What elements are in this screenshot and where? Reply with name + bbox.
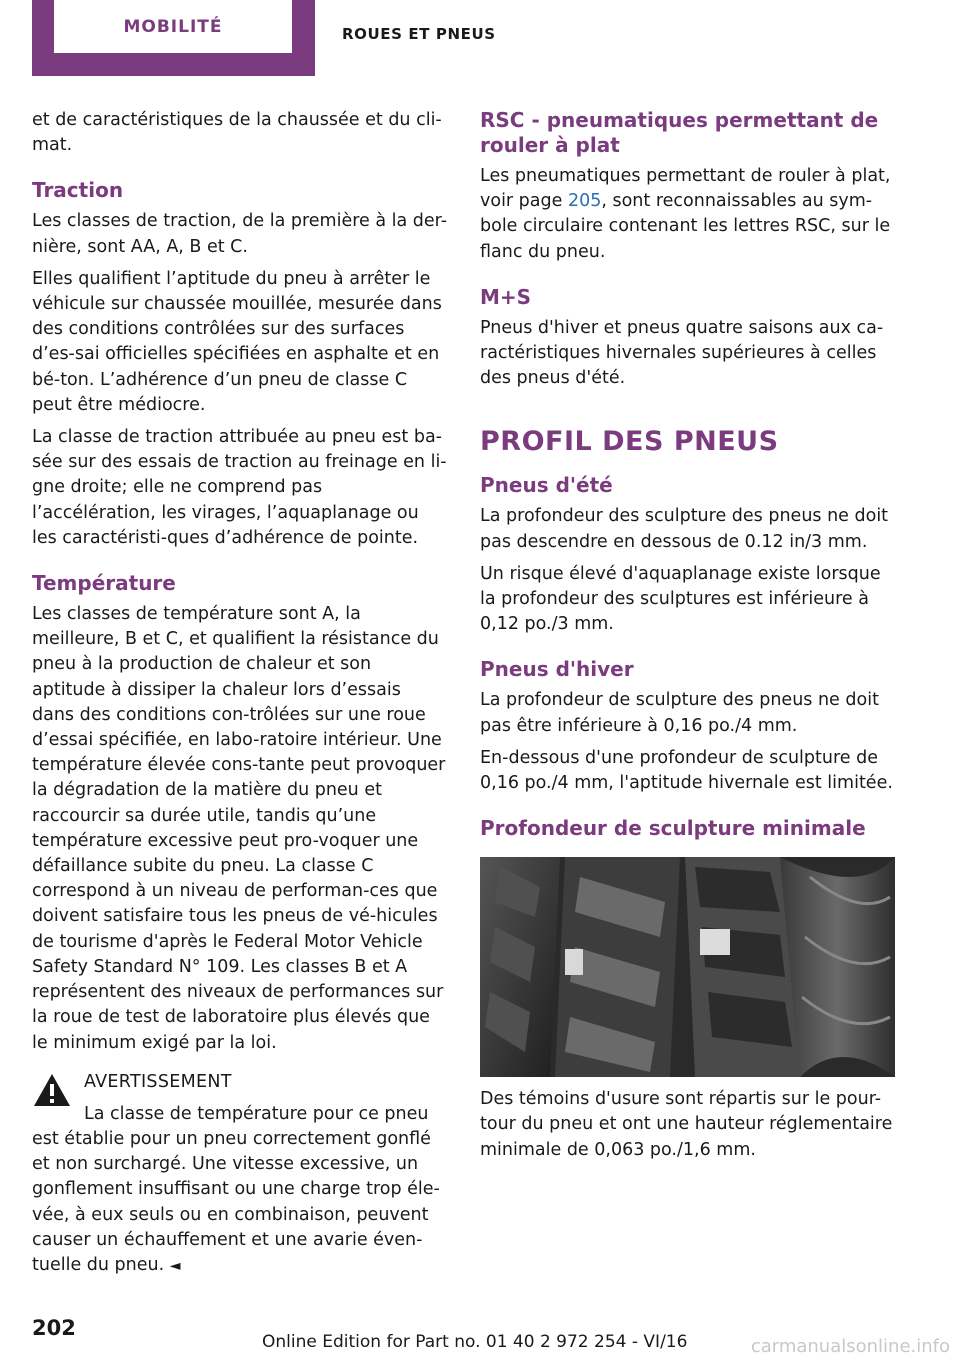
- temperature-heading: Température: [32, 571, 176, 596]
- min-depth-paragraph: Des témoins d'usure sont répartis sur le pour-tour du pneu et ont une hauteur réglementaire minimale de 0,063 po./1,6 mm.: [480, 1089, 893, 1160]
- warning-block: [32, 1070, 448, 1279]
- winter-paragraph-1: La profondeur de sculpture des pneus ne doit pas être inférieure à 0,16 po./4 mm.: [480, 690, 879, 736]
- profil-heading: PROFIL DES PNEUS: [480, 426, 779, 458]
- winter-tires-heading: Pneus d'hiver: [480, 657, 634, 682]
- chapter-label: MOBILITÉ: [123, 16, 223, 37]
- rsc-heading: RSC - pneumatiques permettant de rouler à plat: [480, 108, 879, 157]
- summer-paragraph-1: La profondeur des sculpture des pneus ne doit pas descendre en dessous de 0.12 in/3 mm.: [480, 506, 889, 552]
- summer-tires-heading: Pneus d'été: [480, 473, 613, 498]
- tire-tread-image: [480, 857, 895, 1077]
- watermark-text: carmanualsonline.info: [750, 1336, 950, 1357]
- min-depth-heading: Profondeur de sculpture minimale: [480, 816, 866, 841]
- tire-tread-illustration: [480, 857, 895, 1077]
- warning-body: La classe de température pour ce pneu est établie pour un pneu correctement gonflé et non surchargé. Une vitesse excessive, un gonflement insuffisant ou une charge trop éle-vée, à eux seuls ou en combinaison, peuvent causer un échauffement et une avarie éven-tuelle du pneu.: [32, 1103, 440, 1275]
- summer-paragraph-2: Un risque élevé d'aquaplanage existe lorsque la profondeur des sculptures est inférieure à 0,12 po./3 mm.: [480, 563, 881, 635]
- edition-info: Online Edition for Part no. 01 40 2 972 254 - VI/16: [262, 1332, 688, 1352]
- winter-paragraph-2: En-dessous d'une profondeur de sculpture de 0,16 po./4 mm, l'aptitude hivernale est limitée.: [480, 747, 893, 794]
- page-link[interactable]: 205: [567, 191, 602, 212]
- chapter-tab-inner: [54, 0, 292, 53]
- right-column: [480, 108, 900, 1170]
- wear-indicator-right: [700, 929, 730, 955]
- page-number: 202: [32, 1316, 76, 1340]
- ms-paragraph: Pneus d'hiver et pneus quatre saisons aux ca-ractéristiques hivernales supérieures à celles des pneus d'été.: [480, 317, 884, 389]
- traction-heading: Traction: [32, 178, 124, 203]
- rsc-paragraph: Les pneumatiques permettant de rouler à plat, voir page 205, sont reconnaissables au sym-bole circulaire contenant les lettres RSC, sur le flanc du pneu.: [480, 166, 891, 262]
- warning-triangle-icon: [32, 1072, 72, 1108]
- intro-text: et de caractéristiques de la chaussée et du cli-mat.: [32, 110, 442, 156]
- chapter-tab[interactable]: [32, 0, 315, 76]
- page-header: [0, 0, 960, 80]
- warning-title: AVERTISSEMENT: [84, 1071, 232, 1092]
- end-mark-icon: ◄: [169, 1257, 181, 1274]
- temperature-paragraph: Les classes de température sont A, la meilleure, B et C, et qualifient la résistance du pneu à la production de chaleur et son aptitude à dissiper la chaleur lors d’essais dans des conditions con-trôlées sur une roue d’essai spécifiée, en labo-ratoire intérieur. Une température élevée cons-tante peut provoquer la dégradation de la matière du pneu et raccourcir sa durée utile, tandis qu’une température excessive peut pro-voquer une défaillance subite du pneu. La classe C correspond à un niveau de performan-ces que doivent satisfaire tous les pneus de vé-hicules de tourisme d'après le Federal Motor Vehicle Safety Standard N° 109. Les classes B et A représentent des niveaux de performances sur la roue de test de laboratoire plus élevés que le minimum exigé par la loi.: [32, 604, 446, 1053]
- warning-body-container: [32, 1102, 448, 1279]
- traction-paragraph-1: Les classes de traction, de la première à la der-nière, sont AA, A, B et C.: [32, 211, 448, 257]
- traction-paragraph-3: La classe de traction attribuée au pneu est ba-sée sur des essais de traction au freinage en li-gne droite; elle ne comprend pas l’accélération, les virages, l’aquaplanage ou les caractéristi-ques d’adhérence de pointe.: [32, 427, 447, 548]
- ms-heading: M+S: [480, 284, 532, 309]
- wear-indicator-left: [565, 949, 583, 975]
- left-column: [32, 108, 448, 1279]
- traction-paragraph-2: Elles qualifient l’aptitude du pneu à arrêter le véhicule sur chaussée mouillée, mesurée dans des conditions contrôlées sur des surfaces d’es-sai officielles spécifiées en asphalte et en bé-ton. L’adhérence d’un pneu de classe C peut être médiocre.: [32, 268, 442, 415]
- section-label[interactable]: ROUES ET PNEUS: [342, 25, 496, 43]
